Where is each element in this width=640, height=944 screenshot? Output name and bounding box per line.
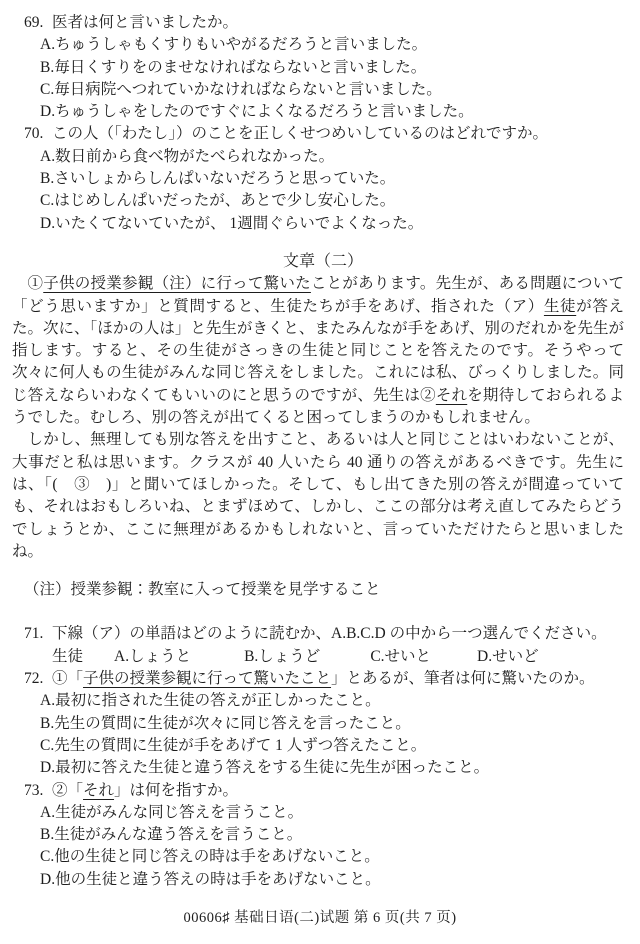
option-line: B.毎日くすりをのませなければならないと言いました。 — [40, 58, 427, 76]
option-line: C.他の生徒と同じ答えの時は手をあげないこと。 — [40, 848, 380, 866]
question-70 — [24, 123, 622, 234]
option-inline: B.しょうど — [244, 647, 321, 665]
question-stem — [52, 780, 238, 802]
question-number: 72. — [24, 670, 44, 688]
passage-heading: 文章（二） — [282, 252, 363, 270]
option-line: C.毎日病院へつれていかなければならないと言いました。 — [40, 80, 442, 98]
q71-target-word: 生徒 — [52, 647, 84, 665]
underlined-text: それ — [435, 386, 468, 404]
text-segment: ことがあります。先生が、ある問題について「どう思いますか」と質問すると、生徒たちが手をあげ、指された（ア） — [12, 275, 624, 315]
question-73 — [24, 780, 622, 891]
text-segment: 」とあるが、筆者は何に驚いたのか。 — [331, 670, 595, 688]
text-segment: が答えた。次に、「ほかの人は」と先生がきくと、またみんなが手をあげ、別のだれかを先生が指します。すると、その生徒がさっきの生徒と同じことを答えたのです。そうやって次々に何人もの生徒がみんな同じ答えをしました。これには私、びっくりしました。同じ答えならいわなくてもいいのにと思うのですが、先生は② — [12, 297, 624, 404]
question-stem-line — [24, 123, 622, 145]
question-stem-line — [24, 12, 622, 34]
page-footer: 00606♯ 基础日语(二)试题 第 6 页(共 7 页) — [183, 910, 457, 926]
question-number: 71. — [24, 625, 44, 643]
question-72 — [24, 668, 622, 779]
question-stem-line — [24, 780, 622, 802]
question-stem: この人（「わたし」）のことを正しくせつめいしているのはどれですか。 — [52, 125, 549, 143]
underlined-text: それ — [83, 781, 115, 799]
option-line: D.いたくてないていたが、 1週間ぐらいでよくなった。 — [40, 214, 424, 232]
question-number: 73. — [24, 781, 44, 799]
question-69 — [24, 12, 622, 123]
option-line: D.ちゅうしゃをしたのですぐによくなるだろうと言いました。 — [40, 103, 474, 121]
option-line: A.ちゅうしゃもくすりもいやがるだろうと言いました。 — [40, 36, 428, 54]
option-line: A.数日前から食べ物がたべられなかった。 — [40, 147, 335, 165]
option-line: A.生徒がみんな同じ答えを言うこと。 — [40, 803, 304, 821]
question-number: 70. — [24, 125, 44, 143]
option-line: A.最初に指された生徒の答えが正しかったこと。 — [40, 692, 381, 710]
q71-options-row — [24, 646, 622, 668]
option-line: D.他の生徒と違う答えの時は手をあげないこと。 — [40, 870, 381, 888]
option-inline: D.せいど — [477, 647, 539, 665]
question-stem: 医者は何と言いましたか。 — [52, 14, 239, 31]
passage-paragraph-1 — [12, 273, 624, 429]
underlined-text: 子供の授業参観に行って驚いたこと — [83, 670, 332, 688]
option-line: B.先生の質問に生徒が次々に同じ答えを言ったこと。 — [40, 714, 411, 732]
option-line: C.はじめしんぱいだったが、あとで少し安心した。 — [40, 192, 396, 210]
underlined-text: 生徒 — [543, 297, 577, 315]
passage-paragraph-2 — [12, 429, 624, 563]
option-line: C.先生の質問に生徒が手をあげて 1 人ずつ答えたこと。 — [40, 736, 427, 754]
option-line: B.さいしょからしんぱいないだろうと思っていた。 — [40, 170, 396, 188]
text-segment: ① — [27, 275, 44, 293]
question-71 — [24, 623, 622, 668]
option-inline: A.しょうと — [114, 647, 192, 665]
text-segment: ②「 — [52, 781, 84, 799]
question-stem-line — [24, 668, 622, 690]
text-segment: ①「 — [52, 670, 84, 688]
question-number: 69. — [24, 14, 44, 31]
question-stem-line — [24, 623, 622, 645]
option-inline: C.せいと — [370, 647, 432, 665]
question-stem — [52, 668, 595, 690]
passage-note: （注）授業参観：教室に入って授業を見学すること — [24, 581, 381, 599]
underlined-text: 子供の授業参観（注）に行って驚いた — [43, 275, 311, 293]
option-line: D.最初に答えた生徒と違う答えをする生徒に先生が困ったこと。 — [40, 759, 490, 777]
question-stem: 下線（ア）の単語はどのように読むか、A.B.C.D の中から一つ選んでください。 — [52, 625, 607, 643]
text-segment: しかし、無理しても別な答えを出すこと、あるいは人と同じことはいわないことが、大事だと私は思います。クラスが 40 人いたら 40 通りの答えがあるべきです。先生には、「( ③ )」と聞いてほしかった。そして、もし出てきた別の答えが間違っていても、それはおもしろいね、とまずほめて、しかし、ここの部分は考え直してみたらどうでしょうとか、ここに無理があるかもしれないと、言っていただけたらと思いましたね。 — [12, 431, 624, 560]
option-line: B.生徒がみんな違う答えを言うこと。 — [40, 826, 303, 844]
text-segment: を期待しておられるようでした。むしろ、別の答えが出てくると困ってしまうのかもしれません。 — [12, 386, 624, 427]
text-segment: 」は何を指すか。 — [114, 781, 239, 799]
